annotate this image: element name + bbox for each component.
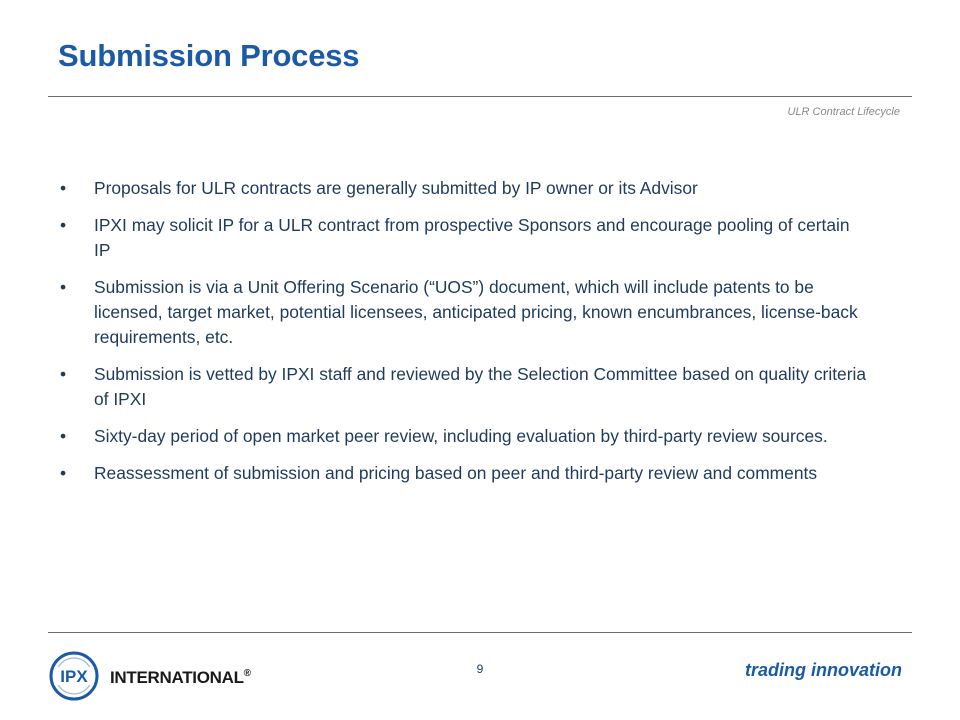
bullet-marker: • <box>60 215 67 235</box>
bullet-marker: • <box>60 463 67 483</box>
list-item <box>60 176 870 201</box>
list-item <box>60 461 870 486</box>
logo-text: INTERNATIONAL <box>110 668 244 687</box>
bullet-list <box>60 176 870 498</box>
bullet-marker: • <box>60 178 67 198</box>
bullet-text: Sixty-day period of open market peer review, including evaluation by third-party review sources. <box>94 426 828 446</box>
footer-divider <box>48 632 912 633</box>
bullet-text: Proposals for ULR contracts are generally submitted by IP owner or its Advisor <box>94 178 698 198</box>
list-item <box>60 275 870 350</box>
list-item <box>60 424 870 449</box>
page-title: Submission Process <box>58 38 360 73</box>
bullet-marker: • <box>60 277 67 297</box>
bullet-text: Submission is via a Unit Offering Scenario (“UOS”) document, which will include patents to be licensed, target market, potential licensees, anticipated pricing, known encumbrances, license-back requirements, etc. <box>94 277 858 347</box>
logo-mark-text: IPX <box>60 667 88 686</box>
section-subtitle: ULR Contract Lifecycle <box>787 106 900 118</box>
registered-mark: ® <box>243 668 251 679</box>
company-logo <box>48 650 251 702</box>
bullet-marker: • <box>60 364 67 384</box>
bullet-text: Reassessment of submission and pricing based on peer and third-party review and comments <box>94 463 818 483</box>
bullet-marker: • <box>60 426 67 446</box>
logo-icon <box>48 650 100 702</box>
header-divider <box>48 96 912 97</box>
list-item <box>60 213 870 263</box>
bullet-text: IPXI may solicit IP for a ULR contract from prospective Sponsors and encourage pooling of certain IP <box>94 215 850 260</box>
page-number: 9 <box>476 662 484 676</box>
bullet-text: Submission is vetted by IPXI staff and reviewed by the Selection Committee based on quality criteria of IPXI <box>94 364 867 409</box>
logo-wordmark <box>110 668 251 688</box>
list-item <box>60 362 870 412</box>
tagline: trading innovation <box>745 660 902 680</box>
